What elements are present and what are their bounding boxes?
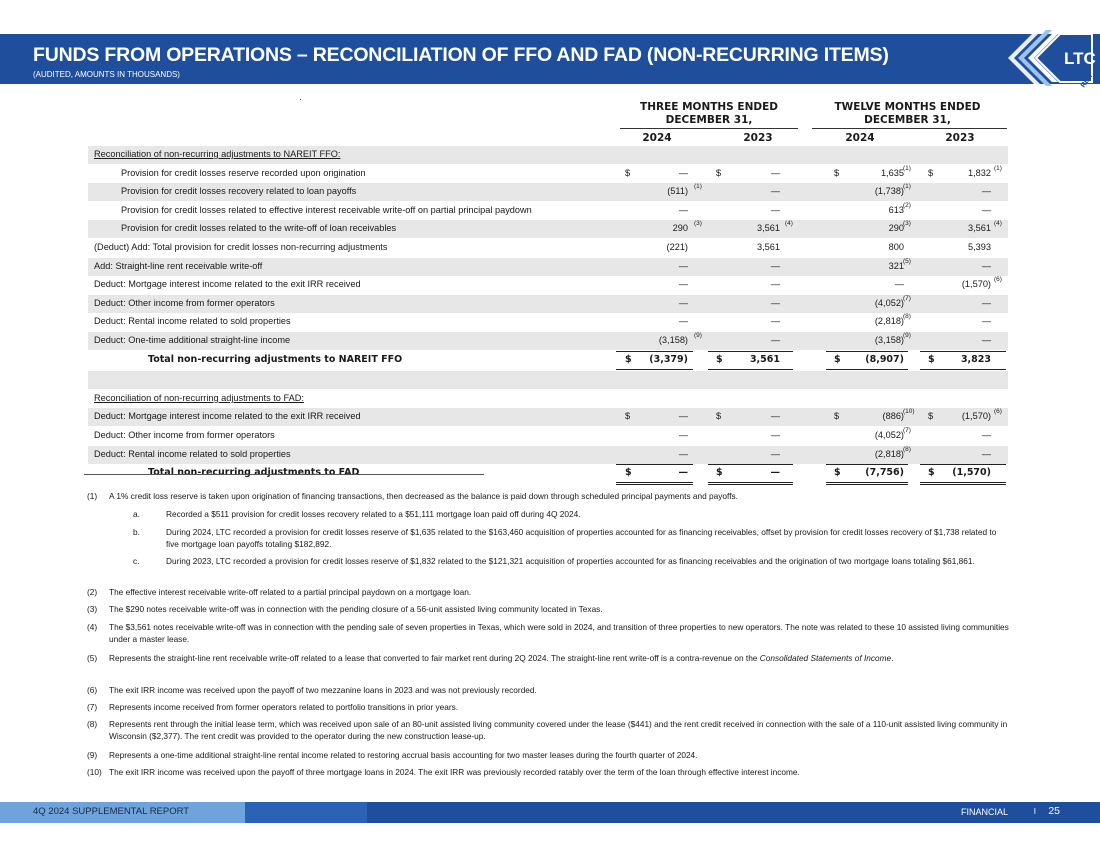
total-top-rule [826,351,908,352]
total-double-rule [920,482,1006,485]
footnote-body: The effective interest receivable write-off related to a partial principal paydown on a mortgage loan. [109,587,472,597]
footnote-number: (3) [87,604,98,614]
footnote-body: Represents rent through the initial lease term, which was received upon sale of an 80-unit assisted living community covered under the lease ($441) and the rent credit received in connection with the sale of a 110-unit assisted living community in Wisconsin ($2,377). The rent credit was provided to the operator during the new construction lease-up. [109,719,1008,741]
footnote-body: A 1% credit loss reserve is taken upon origination of financing transactions, then decreased as the balance is paid down through scheduled principal payments and payoffs. [109,491,738,501]
row-value: — [770,335,780,345]
row-value: — [678,279,688,290]
total-value: — [770,467,780,479]
row-value: — [981,430,991,440]
row-value: 321 [888,260,904,271]
row-value: — [678,167,688,178]
footer-category: FINANCIAL [960,807,1008,817]
total-top-rule [616,464,693,465]
footnote-text [109,750,1009,762]
logo-text: LTC [1064,49,1096,68]
total-value: (3,379) [649,353,688,365]
currency-sign: $ [625,353,632,365]
footnote-number: (2) [87,587,98,597]
row-value: 5,393 [968,242,991,252]
table-row [88,332,1008,350]
table-row [88,258,1008,276]
total-value: — [678,467,688,479]
row-value: (511) [667,186,688,197]
footnote-ref: (2) [903,201,911,209]
row-value: (3,158) [658,335,688,345]
row-value: 3,561 [757,223,780,234]
logo-subtext: REIT [1079,72,1095,90]
row-label: Deduct: Mortgage interest income related to the exit IRR received [94,279,361,290]
total-top-rule [708,351,793,352]
section1-total-label: Total non-recurring adjustments to NAREIT FFO [148,353,403,365]
row-value: 290 [672,223,688,234]
footer-accent-mid [245,802,367,823]
footnote-text [109,491,1009,503]
footnote-text [109,719,1009,742]
footnote-body: Represents income received from former operators related to portfolio transitions in prior years. [109,702,459,712]
row-value: — [770,260,780,271]
footnote-ref: (1) [903,183,911,191]
stray-dot [300,99,301,100]
year-header-q-2024: 2024 [642,132,672,144]
row-value: 3,561 [757,242,780,252]
table-row [88,427,1008,445]
section2-heading-row [88,390,1008,408]
row-value: — [770,448,780,459]
row-value: (4,052) [874,297,904,308]
footer-report-label: 4Q 2024 SUPPLEMENTAL REPORT [33,806,190,817]
footnote-text [109,653,1009,665]
row-value: — [894,279,904,290]
row-value: — [770,411,780,422]
year-header-y-2023: 2023 [945,132,975,144]
footnote-text [166,527,1011,550]
footnote-body: During 2024, LTC recorded a provision for credit losses reserve of $1,635 related to the $163,460 acquisition of properties accounted for as financing receivables, offset by provision for credit losses recovery of $1,738 related to five mortgage loan payoffs totaling $182,892. [166,527,997,549]
currency-sign: $ [716,167,722,178]
row-value: — [981,204,991,215]
table-row [88,313,1008,331]
row-value: — [770,430,780,440]
footnote-body: Recorded a $511 provision for credit losses recovery related to a $51,111 mortgage loan paid off during 4Q 2024. [166,509,581,519]
row-value: — [678,448,688,459]
footnote-number: (4) [87,622,98,632]
row-value: — [678,260,688,271]
row-value: (1,570) [961,411,991,422]
row-value: — [981,260,991,271]
ltc-reit-logo [1000,18,1096,98]
spacer-row [88,371,1008,389]
footnote-ref: (1) [903,164,911,172]
footnote-ref: (3) [694,220,702,228]
footnote-ref: (7) [903,427,911,434]
footnote-text [166,509,1011,521]
footnote-ref: (6) [994,276,1002,284]
row-value: 1,832 [968,167,991,178]
table-row [88,408,1008,426]
footnote-body: The exit IRR income was received upon the payoff of two mezzanine loans in 2023 and was not previously recorded. [109,685,537,695]
currency-sign: $ [625,467,632,479]
row-value: (2,818) [874,448,904,459]
currency-sign: $ [834,411,840,422]
footnote-ref: (4) [994,220,1002,228]
column-group-twelve-months [810,101,1005,127]
currency-sign: $ [625,411,631,422]
row-value: — [770,186,780,197]
currency-sign: $ [716,411,722,422]
currency-sign: $ [834,467,841,479]
row-value: 800 [888,242,904,252]
row-value: — [981,297,991,308]
total-double-rule [708,482,793,485]
footnote-ref: (1) [694,183,702,191]
currency-sign: $ [928,467,935,479]
footnote-number: (9) [87,750,98,760]
year-header-q-2023: 2023 [743,132,773,144]
currency-sign: $ [716,467,723,479]
table-row [88,165,1008,183]
total-value: 3,823 [960,353,991,365]
column-group-twelve-months-line2: DECEMBER 31, [864,114,951,126]
footnote-body: Represents a one-time additional straight-line rental income related to restoring accrual basis accounting for two master leases during the fourth quarter of 2024. [109,750,698,760]
row-value: — [678,316,688,327]
footer-bar [0,802,1100,823]
currency-sign: $ [928,353,935,365]
footnote-text [109,685,1009,697]
row-value: — [770,297,780,308]
footnote-body: The exit IRR income was received upon the payoff of three mortgage loans in 2024. The exit IRR was previously recorded ratably over the term of the loan through effective interest income. [109,767,800,777]
total-top-rule [708,464,793,465]
section2-total-label: Total non-recurring adjustments to FAD [148,467,360,479]
row-value: (3,158) [874,335,904,345]
total-top-rule [616,351,693,352]
header-rule-twelve-months [812,128,1007,129]
row-label: Provision for credit losses recovery related to loan payoffs [121,186,357,197]
footnote-number: (8) [87,719,98,729]
page-subtitle: (AUDITED, AMOUNTS IN THOUSANDS) [33,70,180,79]
footer-separator: I [1033,807,1036,816]
row-value: — [770,204,780,215]
header-banner [0,34,1100,84]
section1-heading: Reconciliation of non-recurring adjustments to NAREIT FFO: [94,149,341,159]
currency-sign: $ [834,353,841,365]
footnote-ref: (6) [994,408,1002,416]
page-title: FUNDS FROM OPERATIONS – RECONCILIATION OF FFO AND FAD (NON-RECURRING ITEMS) [33,44,889,66]
footnote-ref: (5) [903,257,911,265]
row-label: Deduct: Other income from former operators [94,430,275,440]
total-top-rule [920,351,1006,352]
footnote-number: b. [133,527,140,537]
row-value: 613 [888,204,904,215]
total-top-rule [920,464,1006,465]
row-value: — [981,186,991,197]
row-value: 290 [888,223,904,234]
total-value: (8,907) [865,353,904,365]
table-row [88,276,1008,294]
footnote-ref: (8) [903,313,911,321]
footnote-body: The $290 notes receivable write-off was in connection with the pending closure of a 56-unit assisted living community located in Texas. [109,604,603,614]
row-label: Deduct: One-time additional straight-line income [94,335,291,345]
section2-heading: Reconciliation of non-recurring adjustments to FAD: [94,392,304,403]
row-value: — [770,167,780,178]
currency-sign: $ [928,411,934,422]
footnote-text [109,767,1009,779]
row-value: — [981,316,991,327]
column-group-twelve-months-line1: TWELVE MONTHS ENDED [834,101,981,113]
footnote-tail: . [891,653,894,663]
footnote-ref: (4) [785,220,793,228]
currency-sign: $ [625,167,631,178]
table-row [88,220,1008,238]
row-value: — [770,279,780,290]
currency-sign: $ [834,167,840,178]
table-row [88,202,1008,220]
row-value: (221) [666,242,688,252]
row-value: (1,738) [874,186,904,197]
footnote-number: (6) [87,685,98,695]
footnote-body: During 2023, LTC recorded a provision for credit losses reserve of $1,832 related to the $121,321 acquisition of properties accounted for as financing receivables and the origination of two mortgage loans totaling $61,861. [166,556,975,566]
footnote-number: a. [133,509,140,519]
footnote-text [109,622,1009,645]
footnote-ref: (3) [903,220,911,228]
row-value: (2,818) [874,316,904,327]
row-value: — [770,316,780,327]
footnote-separator [84,474,484,475]
total-top-rule [826,464,908,465]
row-value: — [678,297,688,308]
column-group-three-months [620,101,798,127]
row-value: — [981,335,991,345]
row-value: — [678,411,688,422]
footnote-text [109,604,1009,616]
row-label: Deduct: Other income from former operators [94,297,275,308]
row-value: (886) [882,411,904,422]
section1-total-row [88,351,1008,369]
column-group-three-months-line2: DECEMBER 31, [665,114,753,126]
footnote-text [166,556,1011,568]
row-label: Add: Straight-line rent receivable write-off [94,260,263,271]
footnote-ref: (8) [903,445,911,453]
footnote-body: Represents the straight-line rent receivable write-off related to a lease that converted to fair market rent during 2Q 2024. The straight-line rent write-off is a contra-revenue on the [109,653,760,663]
table-row [88,183,1008,201]
row-label: Deduct: Rental income related to sold properties [94,316,291,327]
row-label: Provision for credit losses reserve recorded upon origination [121,167,366,178]
total-value: (1,570) [952,467,991,479]
year-header-y-2024: 2024 [845,132,875,144]
row-label: Deduct: Rental income related to sold properties [94,448,291,459]
footnote-number: (1) [87,491,98,501]
row-value: — [981,448,991,459]
footnote-body: The $3,561 notes receivable write-off was in connection with the pending sale of seven properties in Texas, which were sold in 2024, and transition of three properties to new operators. The note was related to these 10 assisted living communities under a master lease. [109,622,1009,644]
row-value: (4,052) [874,430,904,440]
row-label: Provision for credit losses related to effective interest receivable write-off on partial principal paydown [121,204,532,215]
footnote-ref: (1) [994,164,1002,172]
table-row [88,446,1008,464]
currency-sign: $ [928,167,934,178]
row-value: 1,635 [881,167,904,178]
total-value: 3,561 [749,353,780,365]
footnote-text [109,702,1009,714]
header-rule-three-months [620,128,798,129]
section1-heading-row [88,146,1008,164]
row-value: 3,561 [968,223,991,234]
table-row [88,239,1008,257]
footnote-italic: Consolidated Statements of Income [759,653,892,663]
row-label: Deduct: Mortgage interest income related to the exit IRR received [94,411,361,422]
total-double-rule [616,482,693,485]
footnote-number: (5) [87,653,98,663]
footnote-ref: (7) [903,294,911,302]
total-double-rule [826,482,908,485]
footnote-number: c. [133,556,140,566]
row-value: (1,570) [961,279,991,290]
table-row [88,295,1008,313]
footnote-ref: (10) [903,408,915,416]
footnote-number: (10) [87,767,102,777]
column-group-three-months-line1: THREE MONTHS ENDED [640,101,778,113]
row-value: — [678,204,688,215]
row-label: (Deduct) Add: Total provision for credit losses non-recurring adjustments [94,242,388,252]
total-value: (7,756) [865,467,904,479]
footnote-ref: (9) [694,332,702,339]
row-value: — [678,430,688,440]
currency-sign: $ [716,353,723,365]
footnote-text [109,587,1009,599]
footnote-ref: (9) [903,332,911,339]
footnote-number: (7) [87,702,98,712]
page-number: 25 [1048,805,1060,817]
row-label: Provision for credit losses related to the write-off of loan receivables [121,223,397,234]
